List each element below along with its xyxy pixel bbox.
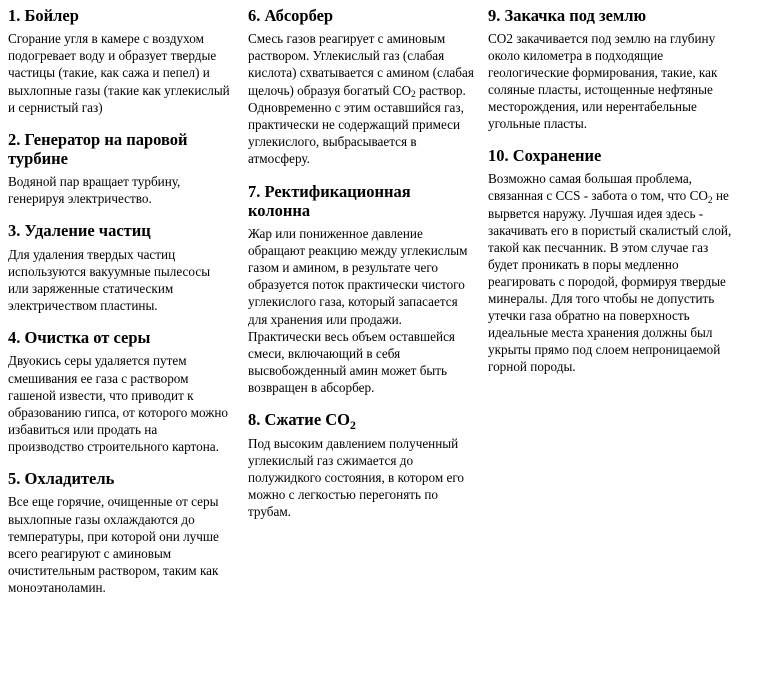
section-body: Сгорание угля в камере с воздухом подогревает воду и образует твердые частицы (такие, как сажа и пепел) и выхлопные газы (такие как углекислый и сернистый газ) <box>8 31 230 115</box>
section-body: Водяной пар вращает турбину, генерируя электричество. <box>8 174 181 207</box>
text-column-2 <box>248 6 488 520</box>
section-entry <box>8 328 234 455</box>
section-entry <box>488 6 734 132</box>
section-entry <box>8 130 234 208</box>
section-entry <box>8 221 234 314</box>
section-heading: 3. Удаление частиц <box>8 221 151 241</box>
section-heading: 7. Ректификационная колонна <box>248 181 411 220</box>
section-heading: 9. Закачка под землю <box>488 6 647 25</box>
text-column-1 <box>8 6 248 596</box>
section-entry <box>248 182 474 397</box>
section-body: Жар или пониженное давление обращают реакцию между углекислым газом и амином, в результате чего образуется поток практически чистого углекислого газа, который запасается для хранения или продажи. Практически весь объем оставшейся смеси, включающий в себя высвобожденный амин может быть возвращен в абсорбер. <box>248 225 468 396</box>
section-heading: 8. Сжатие $CO_2$ <box>248 410 356 432</box>
column-container <box>8 6 752 596</box>
section-body: CO2 закачивается под землю на глубину около километра в подходящие геологические формирования, такие, как соляные пласты, истощенные нефтяные месторождения, или нерентабельные угольные пласты. <box>488 31 718 132</box>
section-body: Двуокись серы удаляется путем смешивания ее газа с раствором гашеной извести, что приводит к образованию гипса, от которого можно избавиться или продать на производство строительного картона. <box>8 353 228 455</box>
section-heading: 6. Абсорбер <box>248 6 334 25</box>
section-heading: 10. Сохранение <box>488 146 602 166</box>
section-entry <box>248 6 474 168</box>
text-column-3 <box>488 6 738 375</box>
section-heading: 5. Охладитель <box>8 469 115 489</box>
section-heading: 4. Очистка от серы <box>8 328 151 348</box>
section-body: Под высоким давлением полученный углекислый газ сжимается до полужидкого состояния, в котором его можно с легкостью перегонять по трубам. <box>248 435 465 520</box>
section-entry <box>248 410 474 520</box>
section-heading: 2. Генератор на паровой турбине <box>8 129 188 169</box>
section-body: Для удаления твердых частиц используются вакуумные пылесосы или заряженные статическим электричеством пластины. <box>8 246 211 314</box>
section-entry <box>488 146 734 375</box>
section-heading: 1. Бойлер <box>8 6 79 25</box>
section-body: Все еще горячие, очищенные от серы выхлопные газы охлаждаются до температуры, при которой они лучше всего реагируют с аминовым очистительным раствором, таким как моноэтаноламин. <box>8 494 219 596</box>
section-entry <box>8 6 234 116</box>
section-body: Смесь газов реагирует с аминовым раствором. Углекислый газ (слабая кислота) схватывается с амином (слабая щелочь) образуя богатый $CO_2$ раствор. Одновременно с этим оставшийся газ, практически не содержащий примеси углекислого, выбрасывается в атмосферу. <box>248 31 474 167</box>
section-body: Возможно самая большая проблема, связанная с CCS - забота о том, что $CO_2$ не вырвется наружу. Лучшая идея здесь - закачивать его в пористый скалистый слой, такой как песчанник. В этом случае газ будет проникать в поры медленно реагировать с породой, формируя твердые минералы. Для того чтобы не допустить утечки газа обратно на поверхность идеальные места хранения должны был укрыты прямо под слоем непроницаемой горной породы. <box>488 171 732 374</box>
section-entry <box>8 469 234 596</box>
